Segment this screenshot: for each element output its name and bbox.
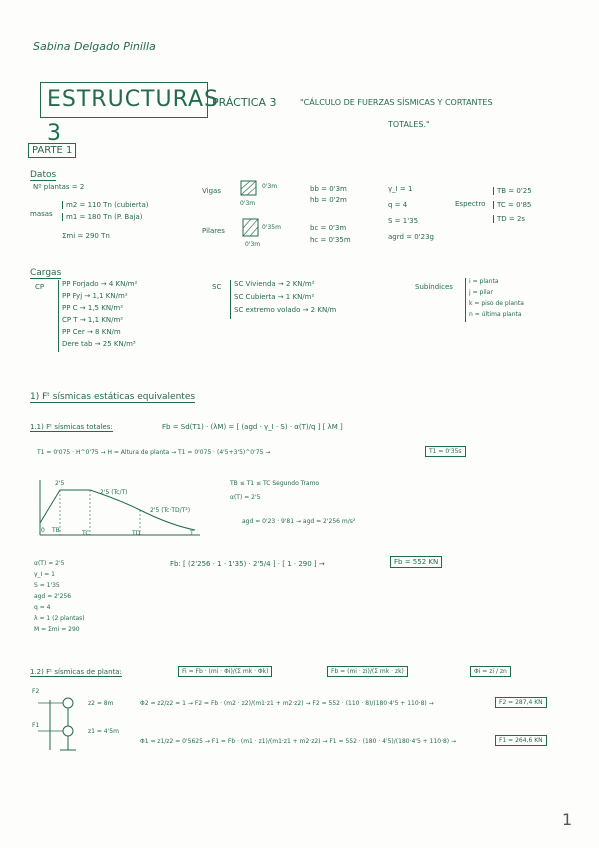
fb-result: Fb = 552 KN <box>390 556 442 568</box>
cargas-cp-item: Dere tab → 25 KN/m³ <box>62 340 136 348</box>
cargas-sc-item: SC Cubierta → 1 KN/m² <box>234 293 315 301</box>
graph-label-right: 2'5 (Tc·TD/T²) <box>150 507 191 514</box>
variable-item: q = 4 <box>34 604 51 611</box>
graph-axis-tb: TB <box>52 527 60 534</box>
vigas-label: Vigas <box>202 187 221 195</box>
cargas-sc-label: SC <box>212 283 222 291</box>
cargas-cp-list <box>58 280 137 352</box>
datos-masas-label: masas <box>30 210 53 218</box>
f2-label: F2 <box>32 688 40 695</box>
datos-gamma: γ_I = 1 <box>388 185 413 193</box>
section-1-heading: 1) Fᵗ sísmicas estáticas equivalentes <box>30 392 196 402</box>
cargas-cp-item: PP Forjado → 4 KN/m² <box>62 280 138 288</box>
graph-axis-t: T <box>190 530 194 537</box>
cargas-cp-label: CP <box>35 283 45 291</box>
subindice-item: n = última planta <box>469 311 522 318</box>
cargas-sc-item: SC extremo volado → 2 KN/m <box>234 306 337 314</box>
datos-m2: m2 = 110 Tn (cubierta) <box>62 201 148 209</box>
graph-axis-tc: TC <box>82 530 90 537</box>
datos-s: S = 1'35 <box>388 217 419 225</box>
f1-calculation: Φ1 = z1/z2 = 0'5625 → F1 = Fb · (m1 · z1)/(m1·z1 + m2·z2) → F1 = 552 · (180 · 4'5)/(180·4'5 + 110·8) → <box>140 738 457 745</box>
cargas-heading: Cargas <box>30 268 62 278</box>
pilares-label: Pilares <box>202 227 225 235</box>
subtitle-line-2: TOTALES." <box>388 120 430 129</box>
range-note: TB ≤ T1 ≤ TC Segundo Tramo <box>230 480 320 487</box>
vigas-b: bb = 0'3m <box>310 185 347 193</box>
datos-agrd: agrd = 0'23g <box>388 233 434 241</box>
vigas-dim-b: 0'3m <box>240 200 256 207</box>
section-1-1-label: 1.1) Fᵗ sísmicas totales: <box>30 423 113 431</box>
pilares-b: bc = 0'3m <box>310 224 347 232</box>
cargas-cp-item: CP T → 1,1 KN/m² <box>62 316 124 324</box>
datos-q: q = 4 <box>388 201 408 209</box>
z2-value: z2 = 8m <box>88 700 114 707</box>
variable-item: M = Σmi = 290 <box>34 626 80 633</box>
t1-calculation: T1 = 0'075 · H^0'75 → H = Altura de planta → T1 = 0'075 · (4'5+3'5)^0'75 → <box>37 449 271 456</box>
datos-plantas: Nº plantas = 2 <box>33 183 85 191</box>
espectro-label: Espectro <box>455 200 486 208</box>
page-number: 1 <box>562 810 573 829</box>
pilares-h: hc = 0'35m <box>310 236 351 244</box>
planta-formula-2: Fb = (mi · zi)/(Σ mk · zk) <box>327 666 408 677</box>
variable-item: λ = 1 (2 plantas) <box>34 615 85 622</box>
subindice-item: i = planta <box>469 278 499 285</box>
alpha-value: α(T) = 2'5 <box>230 494 261 501</box>
f2-calculation: Φ2 = z2/z2 = 1 → F2 = Fb · (m2 · z2)/(m1·z1 + m2·z2) → F2 = 552 · (110 · 8)/(180·4'5 + 110·8) → <box>140 700 434 707</box>
section-parte-1: PARTE 1 <box>28 143 76 158</box>
z1-value: z1 = 4'5m <box>88 728 119 735</box>
variable-item: α(T) = 2'5 <box>34 560 65 567</box>
variables-list <box>34 560 85 637</box>
t1-result: T1 = 0'35s <box>425 446 466 457</box>
subindices-list <box>465 278 524 322</box>
cargas-sc-item: SC Vivienda → 2 KN/m² <box>234 280 315 288</box>
practica-label: PRÁCTICA 3 <box>212 96 277 109</box>
planta-formula-1: Fi = Fb · (mi · Φi)/(Σ mk · Φk) <box>178 666 272 677</box>
pilares-dim-h: 0'35m <box>262 224 281 231</box>
subindice-item: j = pilar <box>469 289 493 296</box>
graph-label-mid: 2'5 (Tc/T) <box>100 489 128 496</box>
espectro-tc: TC = 0'85 <box>493 201 531 209</box>
fb-numeric-formula: Fb: [ (2'256 · 1 · 1'35) · 2'5/4 ] · [ 1 · 290 ] → <box>170 560 325 568</box>
f1-result: F1 = 264,6 KN <box>495 735 547 746</box>
agd-calculation: agd = 0'23 · 9'81 → agd = 2'256 m/s² <box>242 518 356 525</box>
vigas-h: hb = 0'2m <box>310 196 347 204</box>
pilares-section-sketch <box>242 218 262 238</box>
vigas-section-sketch <box>240 180 260 198</box>
cargas-cp-item: PP C → 1,5 KN/m² <box>62 304 124 312</box>
author-name: Sabina Delgado Pinilla <box>33 40 156 53</box>
datos-sum-m: Σmi = 290 Tn <box>62 232 110 240</box>
espectro-tb: TB = 0'25 <box>493 187 532 195</box>
cargas-cp-item: PP Fyj → 1,1 KN/m² <box>62 292 128 300</box>
document-title: ESTRUCTURAS 3 <box>40 82 208 118</box>
fb-general-formula: Fb = Sd(T1) · (λM) = [ (agd · γ_I · S) · α(T)/q ] [ λM ] <box>162 423 343 431</box>
subindices-label: Subíndices <box>415 283 453 291</box>
variable-item: agd = 2'256 <box>34 593 72 600</box>
f2-result: F2 = 287,4 KN <box>495 697 547 708</box>
planta-formula-3: Φi = zi / zn <box>470 666 511 677</box>
f1-label: F1 <box>32 722 40 729</box>
graph-axis-zero: 0 <box>41 527 45 534</box>
variable-item: S = 1'35 <box>34 582 60 589</box>
vigas-dim-h: 0'3m <box>262 183 278 190</box>
graph-label-top: 2'5 <box>55 480 65 487</box>
datos-m1: m1 = 180 Tn (P. Baja) <box>62 213 142 221</box>
variable-item: γ_I = 1 <box>34 571 55 578</box>
section-1-2-label: 1.2) Fᵗ sísmicas de planta: <box>30 668 122 676</box>
cargas-cp-item: PP Cer → 8 KN/m <box>62 328 121 336</box>
cargas-sc-list <box>230 280 336 319</box>
espectro-td: TD = 2s <box>493 215 525 223</box>
graph-axis-td: TD <box>132 530 141 537</box>
datos-heading: Datos <box>30 170 57 180</box>
subindice-item: k = piso de planta <box>469 300 524 307</box>
pilares-dim-b: 0'3m <box>245 241 261 248</box>
subtitle-line-1: "CÁLCULO DE FUERZAS SÍSMICAS Y CORTANTES <box>300 98 493 107</box>
